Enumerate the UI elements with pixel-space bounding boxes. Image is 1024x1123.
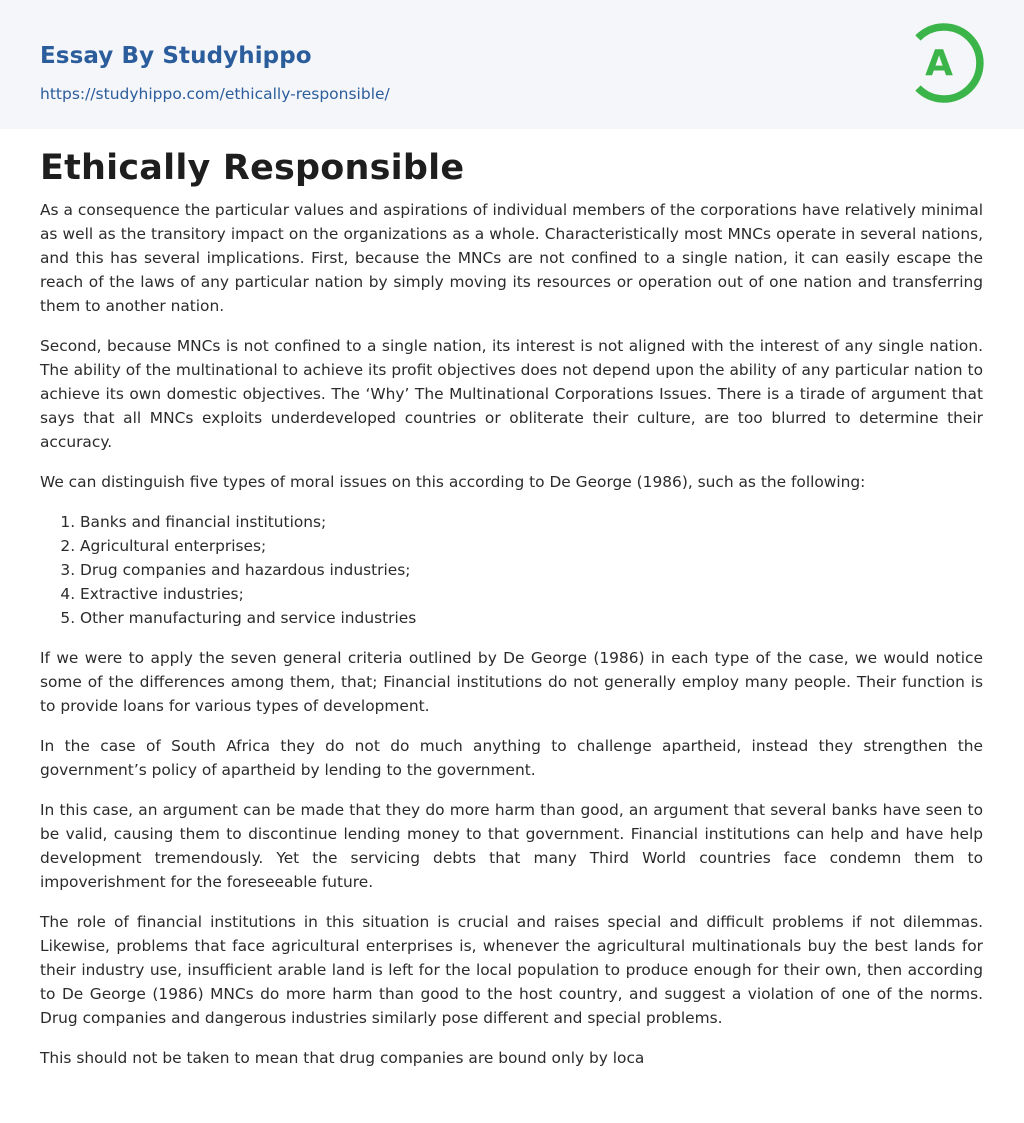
essay-url-link[interactable]: https://studyhippo.com/ethically-responsible/ (40, 85, 390, 103)
article-paragraph: The role of financial institutions in this situation is crucial and raises special and difficult problems if not dilemmas. Likewise, problems that face agricultural enterprises is, whenever the agricultural multinationals buy the best lands for their industry use, insufficient arable land is left for the local population to produce enough for their own, then according to De George (1986) MNCs do more harm than good to the host country, and suggest a violation of one of the norms. Drug companies and dangerous industries similarly pose different and special problems. (40, 913, 983, 1027)
list-item: 3. Drug companies and hazardous industries; (80, 558, 983, 582)
header-bar (0, 0, 1024, 129)
article-paragraph: In this case, an argument can be made that they do more harm than good, an argument that several banks have seen to be valid, causing them to discontinue lending money to that government. Financial institutions can help and have help development tremendously. Yet the servicing debts that many Third World countries face condemn them to impoverishment for the foreseeable future. (40, 801, 983, 891)
page-title: Ethically Responsible (40, 148, 465, 188)
article-content (40, 143, 983, 1086)
article-paragraph: This should not be taken to mean that drug companies are bound only by loca (40, 1049, 645, 1067)
logo-letter: A (925, 43, 953, 84)
list-item: 1. Banks and financial institutions; (80, 510, 983, 534)
studyhippo-logo[interactable] (906, 18, 990, 106)
article-paragraph: If we were to apply the seven general criteria outlined by De George (1986) in each type of the case, we would notice some of the differences among them, that; Financial institutions do not generally employ many people. Their function is to provide loans for various types of development. (40, 649, 983, 715)
list-item: 4. Extractive industries; (80, 582, 983, 606)
list-item: 5. Other manufacturing and service industries (80, 606, 983, 630)
article-paragraph: Second, because MNCs is not confined to a single nation, its interest is not aligned with the interest of any single nation. The ability of the multinational to achieve its profit objectives does not depend upon the ability of any particular nation to achieve its own domestic objectives. The ‘Why’ The Multinational Corporations Issues. There is a tirade of argument that says that all MNCs exploits underdeveloped countries or obliterate their culture, are too blurred to determine their accuracy. (40, 337, 983, 451)
article-paragraph: In the case of South Africa they do not do much anything to challenge apartheid, instead they strengthen the government’s policy of apartheid by lending to the government. (40, 737, 983, 779)
list-item: 2. Agricultural enterprises; (80, 534, 983, 558)
brand-title: Essay By Studyhippo (40, 43, 312, 69)
moral-issues-list (40, 510, 983, 630)
article-paragraph: As a consequence the particular values and aspirations of individual members of the corporations have relatively minimal as well as the transitory impact on the organizations as a whole. Characteristically most MNCs operate in several nations, and this has several implications. First, because the MNCs are not confined to a single nation, it can easily escape the reach of the laws of any particular nation by simply moving its resources or operation out of one nation and transferring them to another nation. (40, 201, 983, 315)
article-paragraph: We can distinguish five types of moral issues on this according to De George (1986), such as the following: (40, 473, 866, 491)
